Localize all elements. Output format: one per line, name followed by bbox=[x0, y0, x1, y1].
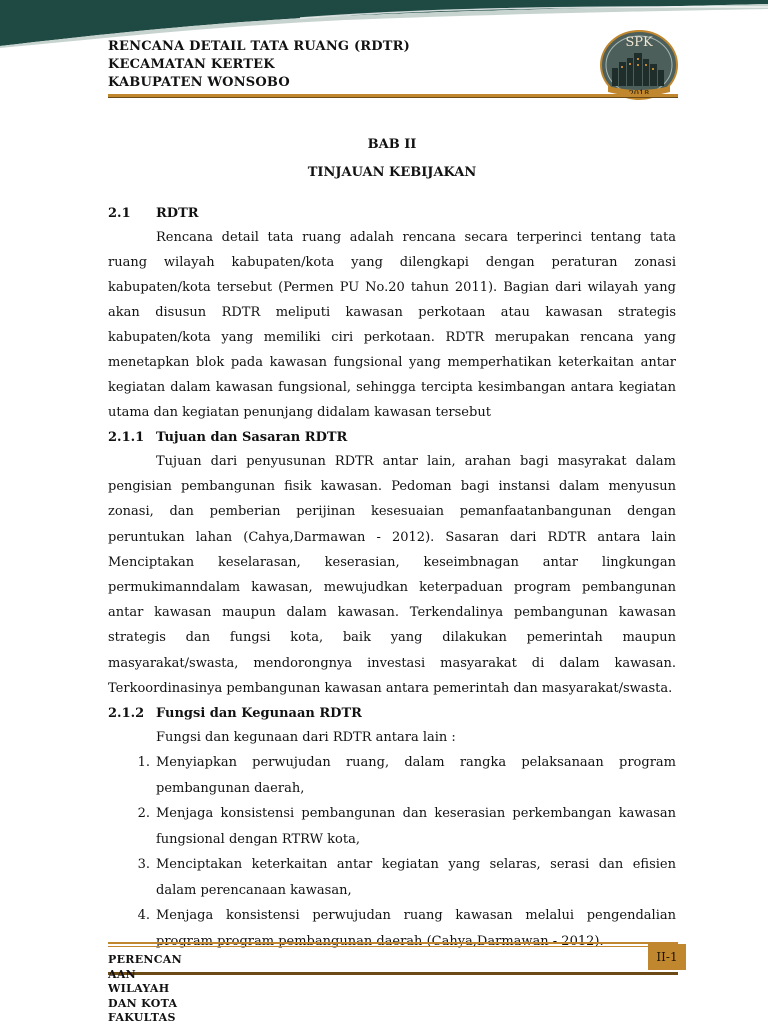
section-title: RDTR bbox=[156, 206, 199, 221]
header-kecamatan-line: KECAMATAN KERTEK bbox=[108, 57, 275, 72]
list-item bbox=[108, 852, 676, 903]
subsection-number: 2.1.1 bbox=[108, 430, 145, 445]
footer-rule-dark bbox=[108, 972, 678, 975]
footer-line: DAN KOTA bbox=[108, 996, 178, 1010]
document-body bbox=[108, 132, 676, 954]
document-header bbox=[108, 38, 410, 92]
list-item-text: Menyiapkan perwujudan ruang, dalam rangka pelaksanaan program pembangunan daerah, bbox=[156, 755, 676, 796]
header-title-line: RENCANA DETAIL TATA RUANG (RDTR) bbox=[108, 39, 411, 54]
footer-line: WILAYAH bbox=[108, 982, 170, 995]
footer-line: AAN bbox=[108, 967, 137, 981]
header-kabupaten-line: KABUPATEN WONSOBO bbox=[108, 75, 290, 90]
list-item bbox=[108, 801, 676, 852]
logo-text: SPK bbox=[625, 35, 653, 50]
section-number: 2.1 bbox=[108, 206, 131, 221]
section-paragraph: Rencana detail tata ruang adalah rencana secara terperinci tentang tata ruang wilayah kabupaten/kota yang dilengkapi dengan peraturan zonasi kabupaten/kota tersebut (Permen PU No.20 tahun 2011). Bagian dari wilayah yang akan disusun RDTR meliputi kawasan perkotaan atau kawasan strategis kabupaten/kota yang memiliki ciri perkotaan. RDTR merupakan rencana yang menetapkan blok pada kawasan fungsional yang memperhatikan keterkaitan antar kegiatan dalam kawasan fungsional, sehingga tercipta kesimbangan antara kegiatan utama dan kegiatan penunjang didalam kawasan tersebut bbox=[108, 230, 676, 420]
subsection-paragraph-tujuan: Tujuan dari penyusunan RDTR antar lain, arahan bagi masyrakat dalam pengisian pembangunan fisik kawasan. Pedoman bagi instansi dalam menyusun zonasi, dan pemberian perijinan kesesuaian pemanfaatanbangunan dengan peruntukan lahan (Cahya,Darmawan - 2012). Sasaran dari RDTR antara lain Menciptakan keselarasan, keserasian, keseimbnagan antar lingkungan permukimanndalam kawasan, mewujudkan keterpaduan program pembangunan antar kawasan maupun dalam kawasan. Terkendalinya pembangunan kawasan strategis dan fungsi kota, baik yang dilakukan pemerintah maupun masyarakat/swasta, mendorongnya investasi masyarakat di dalam kawasan. Terkoordinasinya pembangunan kawasan antara pemerintah dan masyarakat/swasta. bbox=[108, 454, 676, 696]
chapter-number: BAB II bbox=[367, 137, 417, 152]
list-intro: Fungsi dan kegunaan dari RDTR antara lain : bbox=[156, 730, 456, 746]
subsection-title: Fungsi dan Kegunaan RDTR bbox=[156, 706, 362, 722]
page-number: II-1 bbox=[648, 944, 686, 970]
fungsi-list bbox=[108, 750, 676, 954]
list-item-number: 4. bbox=[137, 908, 150, 924]
footer-line: FAKULTAS bbox=[108, 1011, 176, 1024]
list-item-text: Menjaga konsistensi pembangunan dan keserasian perkembangan kawasan fungsional dengan RTRW kota, bbox=[156, 806, 676, 847]
list-item-number: 1. bbox=[137, 755, 150, 771]
list-item bbox=[108, 750, 676, 801]
list-item-number: 3. bbox=[137, 857, 150, 873]
footer-rule bbox=[108, 942, 678, 944]
header-rule-thin bbox=[108, 97, 678, 98]
chapter-title: TINJAUAN KEBIJAKAN bbox=[307, 165, 477, 180]
list-item-text: Menjaga konsistensi perwujudan ruang kawasan melalui pengendalian bbox=[156, 908, 676, 924]
section-heading bbox=[108, 206, 676, 221]
subsection-heading-fungsi bbox=[108, 703, 676, 725]
footer-department bbox=[108, 953, 182, 1026]
footer-line: PERENCAN bbox=[108, 953, 182, 966]
subsection-number: 2.1.2 bbox=[108, 706, 145, 722]
list-item-number: 2. bbox=[137, 806, 150, 822]
subsection-title: Tujuan dan Sasaran RDTR bbox=[156, 430, 348, 445]
subsection-heading-tujuan bbox=[108, 427, 676, 449]
list-item-text: Menciptakan keterkaitan antar kegiatan yang selaras, serasi dan efisien dalam perencanaan kawasan, bbox=[156, 857, 676, 898]
spk-logo-emblem bbox=[598, 28, 680, 102]
footer-rule-thin bbox=[108, 946, 678, 947]
